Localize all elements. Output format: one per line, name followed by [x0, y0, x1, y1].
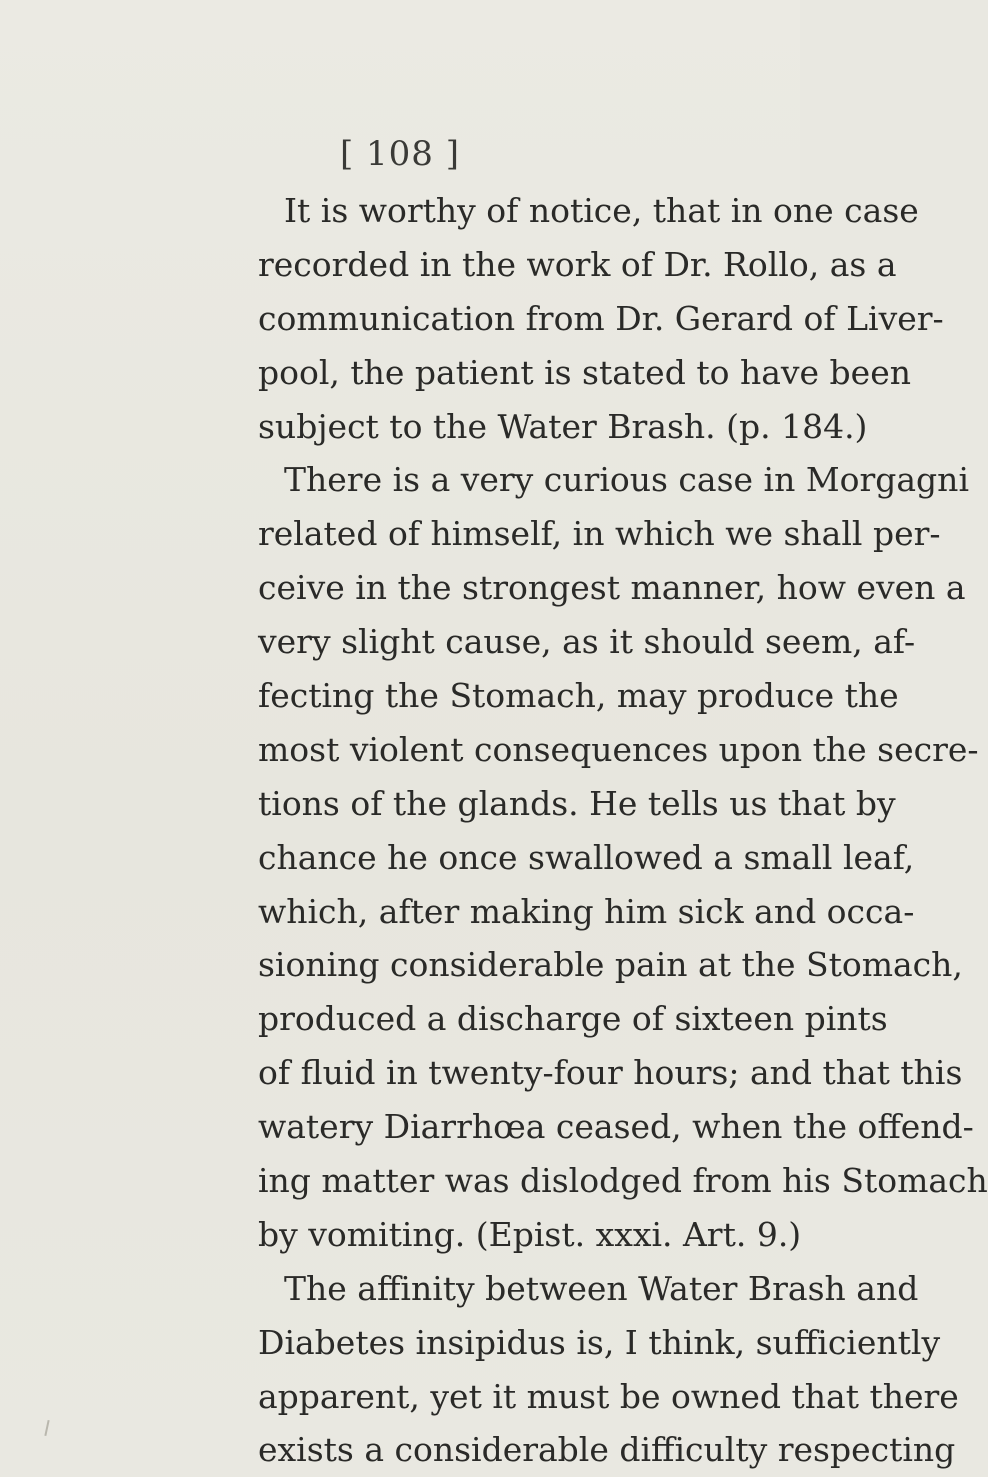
text-line: exists a considerable difficulty respecting [258, 1430, 956, 1470]
text-line: The affinity between Water Brash and [284, 1268, 919, 1308]
text-line: Diabetes insipidus is, I think, sufficiently [258, 1322, 941, 1362]
text-line: produced a discharge of sixteen pints [258, 999, 888, 1039]
text-line: There is a very curious case in Morgagni [284, 460, 969, 500]
text-line: communication from Dr. Gerard of Liver- [258, 298, 944, 338]
text-line: most violent consequences upon the secre- [258, 729, 979, 769]
text-line: It is worthy of notice, that in one case [284, 191, 919, 230]
text-line: ceive in the strongest manner, how even a [258, 568, 966, 608]
text-line: apparent, yet it must be owned that there [258, 1376, 959, 1416]
text-line: related of himself, in which we shall per- [258, 514, 941, 554]
text-line: of fluid in twenty-four hours; and that this [258, 1053, 963, 1093]
text-line: sioning considerable pain at the Stomach, [258, 945, 963, 985]
text-line: which, after making him sick and occa- [258, 891, 915, 931]
text-line: fecting the Stomach, may produce the [258, 676, 899, 716]
text-line: ing matter was dislodged from his Stomach [258, 1161, 988, 1201]
text-line: recorded in the work of Dr. Rollo, as a [258, 244, 897, 284]
text-line: watery Diarrhœa ceased, when the offend- [258, 1107, 974, 1147]
text-line: subject to the Water Brash. (p. 184.) [258, 406, 868, 446]
text-line: chance he once swallowed a small leaf, [258, 837, 915, 877]
body-text [258, 184, 988, 1477]
page-number: [ 108 ] [339, 134, 461, 174]
text-line: by vomiting. (Epist. xxxi. Art. 9.) [258, 1214, 802, 1254]
text-line: pool, the patient is stated to have been [258, 352, 911, 392]
paper-blemish [44, 1420, 49, 1436]
text-line: tions of the glands. He tells us that by [258, 783, 896, 823]
text-line: very slight cause, as it should seem, af- [258, 622, 916, 662]
